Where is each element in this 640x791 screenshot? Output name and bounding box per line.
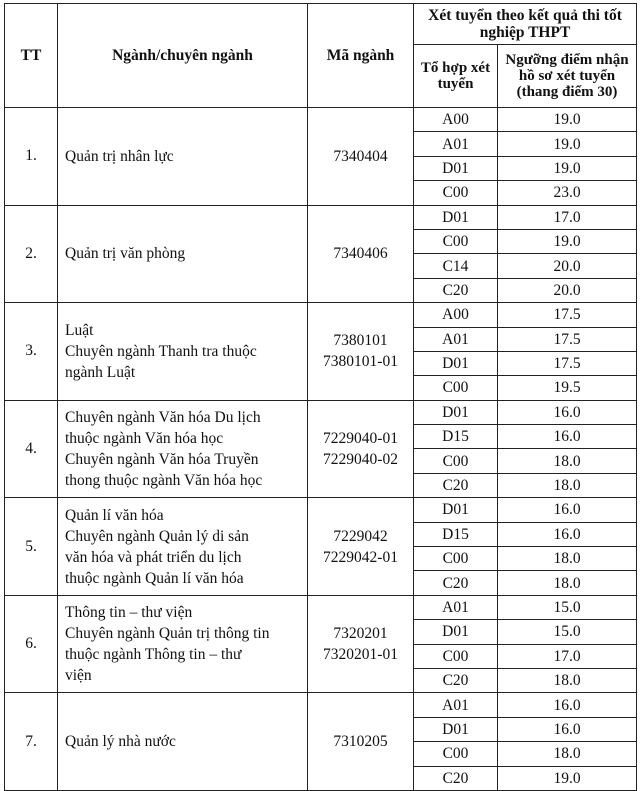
major-code-line: 7229040-02 — [323, 450, 398, 468]
threshold-score: 19.0 — [498, 766, 637, 790]
table-body — [5, 108, 637, 791]
subject-combination: D01 — [414, 205, 498, 229]
threshold-score: 19.5 — [498, 376, 637, 400]
major-name — [58, 205, 308, 303]
major-code-line: 7310205 — [333, 733, 388, 751]
major-code-line: 7229040-01 — [323, 429, 398, 447]
subject-combination: D01 — [414, 717, 498, 741]
threshold-score: 18.0 — [498, 668, 637, 692]
subject-combination: C14 — [414, 254, 498, 278]
subject-combination: C00 — [414, 644, 498, 668]
row-number: 5. — [5, 498, 58, 596]
major-name-line: viện — [65, 667, 92, 685]
major-code — [308, 108, 414, 206]
subject-combination: C20 — [414, 766, 498, 790]
threshold-score: 20.0 — [498, 254, 637, 278]
major-name-line: thuộc ngành Quản lí văn hóa — [65, 569, 244, 587]
table-row — [5, 498, 637, 522]
subject-combination: C20 — [414, 668, 498, 692]
subject-combination: C00 — [414, 376, 498, 400]
major-name-line: Chuyên ngành Văn hóa Du lịch — [65, 408, 261, 426]
major-name-line: Thông tin – thư viện — [65, 604, 193, 622]
header-code: Mã ngành — [308, 4, 414, 108]
major-name-line: Quản lí văn hóa — [65, 506, 164, 524]
header-exam-group: Xét tuyển theo kết quả thi tốt nghiệp THPT — [414, 4, 637, 45]
subject-combination: A01 — [414, 595, 498, 619]
major-code-line: 7320201 — [333, 625, 388, 643]
major-name-line: Chuyên ngành Quản trị thông tin — [65, 625, 270, 643]
threshold-score: 16.0 — [498, 693, 637, 717]
major-code-line: 7340406 — [333, 245, 388, 263]
subject-combination: D01 — [414, 351, 498, 375]
major-code — [308, 205, 414, 303]
threshold-score: 15.0 — [498, 595, 637, 619]
row-number: 7. — [5, 693, 58, 791]
header-tt: TT — [5, 4, 58, 108]
threshold-score: 16.0 — [498, 425, 637, 449]
major-name-line: văn hóa và phát triển du lịch — [65, 548, 242, 566]
major-code — [308, 303, 414, 401]
threshold-score: 17.5 — [498, 351, 637, 375]
threshold-score: 17.5 — [498, 303, 637, 327]
row-number: 6. — [5, 595, 58, 693]
subject-combination: C00 — [414, 742, 498, 766]
major-code-line: 7380101 — [333, 332, 388, 350]
threshold-score: 20.0 — [498, 278, 637, 302]
major-code-line: 7229042-01 — [323, 548, 398, 566]
major-name — [58, 693, 308, 791]
threshold-score: 19.0 — [498, 132, 637, 156]
subject-combination: D01 — [414, 156, 498, 180]
table-row — [5, 400, 637, 424]
subject-combination: A00 — [414, 303, 498, 327]
major-code — [308, 693, 414, 791]
major-name — [58, 400, 308, 498]
threshold-score: 16.0 — [498, 717, 637, 741]
header-major: Ngành/chuyên ngành — [58, 4, 308, 108]
subject-combination: D15 — [414, 522, 498, 546]
table-row — [5, 595, 637, 619]
major-name — [58, 303, 308, 401]
table-row — [5, 303, 637, 327]
threshold-score: 15.0 — [498, 620, 637, 644]
major-name — [58, 595, 308, 693]
row-number: 1. — [5, 108, 58, 206]
major-name — [58, 498, 308, 596]
subject-combination: D01 — [414, 400, 498, 424]
threshold-score: 19.0 — [498, 108, 637, 132]
subject-combination: C20 — [414, 571, 498, 595]
subject-combination: D15 — [414, 425, 498, 449]
major-code-line: 7320201-01 — [323, 646, 398, 664]
subject-combination: A01 — [414, 693, 498, 717]
subject-combination: C20 — [414, 278, 498, 302]
threshold-score: 18.0 — [498, 449, 637, 473]
major-name-line: thuộc ngành Thông tin – thư — [65, 646, 242, 664]
major-code-line: 7229042 — [333, 527, 388, 545]
row-number: 2. — [5, 205, 58, 303]
threshold-score: 19.0 — [498, 156, 637, 180]
major-name-line: Quản lý nhà nước — [65, 733, 176, 751]
threshold-score: 17.0 — [498, 205, 637, 229]
major-name-line: ngành Luật — [65, 363, 136, 381]
threshold-score: 18.0 — [498, 571, 637, 595]
table-row — [5, 693, 637, 717]
subject-combination: A01 — [414, 327, 498, 351]
subject-combination: A01 — [414, 132, 498, 156]
subject-combination: D01 — [414, 620, 498, 644]
major-name — [58, 108, 308, 206]
threshold-score: 16.0 — [498, 522, 637, 546]
threshold-score: 16.0 — [498, 498, 637, 522]
major-code-line: 7340404 — [333, 147, 388, 165]
major-code-line: 7380101-01 — [323, 353, 398, 371]
row-number: 3. — [5, 303, 58, 401]
subject-combination: C00 — [414, 181, 498, 205]
threshold-score: 19.0 — [498, 229, 637, 253]
threshold-score: 18.0 — [498, 742, 637, 766]
table-row — [5, 108, 637, 132]
major-name-line: Luật — [65, 321, 94, 339]
threshold-score: 17.5 — [498, 327, 637, 351]
row-number: 4. — [5, 400, 58, 498]
subject-combination: C00 — [414, 547, 498, 571]
threshold-score: 16.0 — [498, 400, 637, 424]
subject-combination: C00 — [414, 229, 498, 253]
threshold-score: 17.0 — [498, 644, 637, 668]
admission-threshold-table — [4, 3, 637, 791]
threshold-score: 23.0 — [498, 181, 637, 205]
subject-combination: C20 — [414, 473, 498, 497]
subject-combination: A00 — [414, 108, 498, 132]
major-name-line: Quản trị nhân lực — [65, 147, 174, 165]
major-name-line: Chuyên ngành Văn hóa Truyền — [65, 450, 259, 468]
major-code — [308, 400, 414, 498]
threshold-score: 18.0 — [498, 473, 637, 497]
major-code — [308, 498, 414, 596]
header-threshold: Ngưỡng điểm nhận hồ sơ xét tuyển (thang điểm 30) — [498, 45, 637, 108]
major-code — [308, 595, 414, 693]
major-name-line: Quản trị văn phòng — [65, 245, 186, 263]
major-name-line: thuộc ngành Văn hóa học — [65, 429, 224, 447]
subject-combination: C00 — [414, 449, 498, 473]
table-row — [5, 205, 637, 229]
major-name-line: Chuyên ngành Quản lý di sản — [65, 527, 249, 545]
threshold-score: 18.0 — [498, 547, 637, 571]
major-name-line: Chuyên ngành Thanh tra thuộc — [65, 342, 257, 360]
header-combo: Tổ hợp xét tuyển — [414, 45, 498, 108]
subject-combination: D01 — [414, 498, 498, 522]
major-name-line: thong thuộc ngành Văn hóa học — [65, 471, 263, 489]
